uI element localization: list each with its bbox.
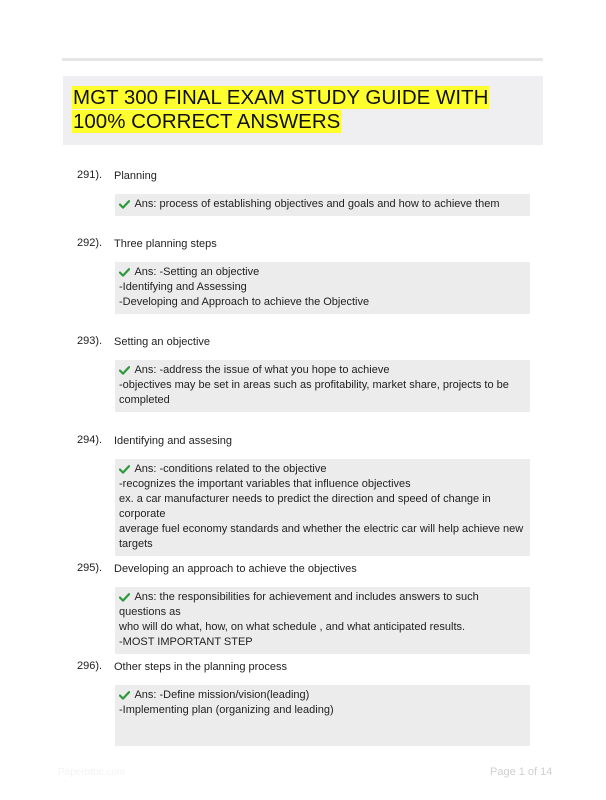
- answer-line: completed: [119, 394, 170, 406]
- question-text: Developing an approach to achieve the objectives: [114, 563, 357, 575]
- answer-line: average fuel economy standards and whether the electric car will help achieve new: [119, 523, 524, 535]
- top-divider: [62, 58, 543, 61]
- question-number: 292).: [77, 237, 103, 249]
- question-text: Setting an objective: [114, 336, 211, 348]
- answer-line: targets: [119, 538, 153, 550]
- answer-box: [115, 262, 530, 314]
- answer-box: [115, 587, 530, 654]
- title-line-2: 100% CORRECT ANSWERS: [73, 110, 341, 133]
- answer-line: Ans: -Define mission/vision(leading): [134, 689, 310, 701]
- answer-box: [115, 194, 530, 216]
- answer-line: -recognizes the important variables that influence objectives: [119, 478, 411, 490]
- checkmark-icon: [119, 268, 132, 277]
- title-line-1: MGT 300 FINAL EXAM STUDY GUIDE WITH: [73, 86, 489, 109]
- answer-line: Ans: -address the issue of what you hope to achieve: [134, 364, 390, 376]
- answer-line: -objectives may be set in areas such as profitability, market share, projects to be: [119, 379, 509, 391]
- answer-line: who will do what, how, on what schedule , and what anticipated results.: [119, 621, 466, 633]
- answer-box: [115, 360, 530, 412]
- checkmark-icon: [119, 366, 132, 375]
- question-text: Other steps in the planning process: [114, 661, 288, 673]
- footer-watermark: Paperbtbc.com: [58, 767, 126, 778]
- document-title: [72, 86, 489, 134]
- answer-line: -Implementing plan (organizing and leading): [119, 704, 334, 716]
- question-text: Identifying and assesing: [114, 435, 233, 447]
- question-text: Three planning steps: [114, 238, 217, 250]
- question-text: Planning: [114, 170, 157, 182]
- question-number: 296).: [77, 660, 103, 672]
- answer-line: Ans: -Setting an objective: [134, 266, 260, 278]
- answer-box: [115, 685, 530, 746]
- question-number: 293).: [77, 335, 103, 347]
- answer-line: Ans: -conditions related to the objective: [134, 463, 327, 475]
- question-number: 294).: [77, 434, 103, 446]
- answer-line: Ans: the responsibilities for achievement and includes answers to such questions as: [119, 591, 482, 618]
- checkmark-icon: [119, 465, 132, 474]
- question-number: 295).: [77, 562, 103, 574]
- answer-line: ex. a car manufacturer needs to predict the direction and speed of change in corporate: [119, 493, 494, 520]
- checkmark-icon: [119, 200, 132, 209]
- checkmark-icon: [119, 593, 132, 602]
- title-banner: [63, 76, 543, 145]
- answer-line: -MOST IMPORTANT STEP: [119, 636, 253, 648]
- answer-line: Ans: process of establishing objectives and goals and how to achieve them: [134, 198, 500, 210]
- question-number: 291).: [77, 169, 103, 181]
- checkmark-icon: [119, 691, 132, 700]
- page-number: Page 1 of 14: [490, 766, 553, 778]
- answer-line: -Identifying and Assessing: [119, 281, 247, 293]
- answer-line: -Developing and Approach to achieve the Objective: [119, 296, 370, 308]
- answer-box: [115, 459, 530, 556]
